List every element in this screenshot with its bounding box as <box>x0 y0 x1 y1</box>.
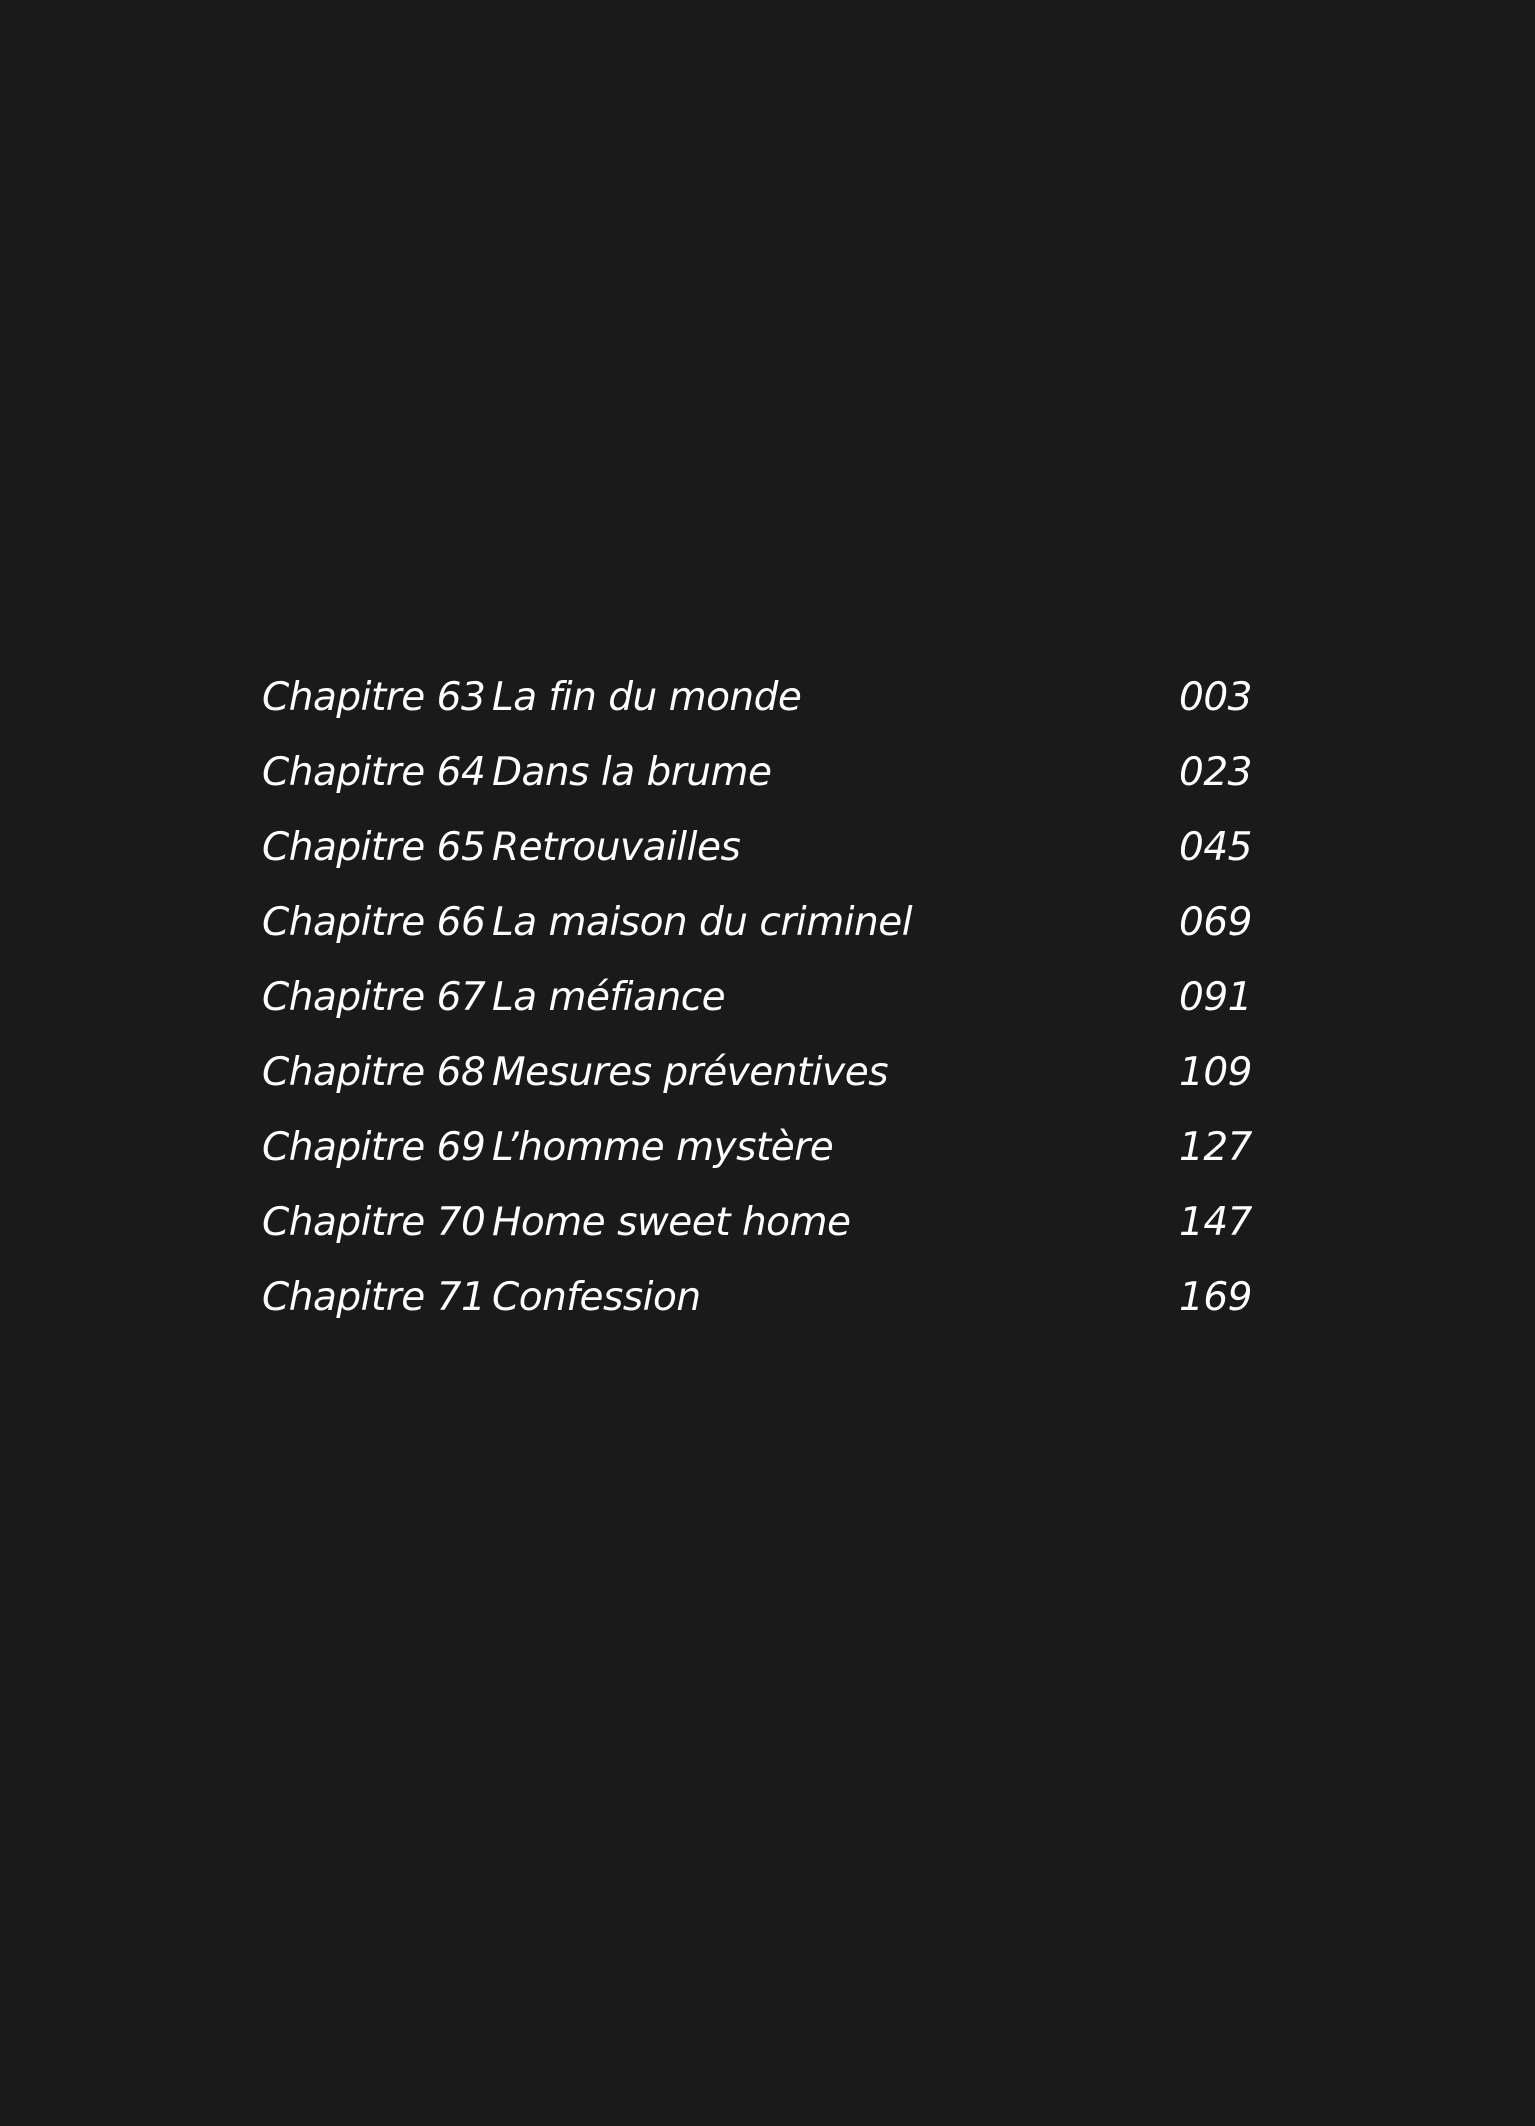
toc-entry <box>262 1260 1252 1335</box>
chapter-page-number: 109 <box>1179 1050 1252 1095</box>
chapter-page-number: 023 <box>1179 750 1252 795</box>
chapter-page-number: 147 <box>1179 1200 1252 1245</box>
table-of-contents <box>262 660 1252 1335</box>
chapter-page-number: 127 <box>1179 1125 1252 1170</box>
chapter-page-number: 003 <box>1179 675 1252 720</box>
chapter-number: Chapitre 66 <box>262 900 486 945</box>
chapter-page-number: 069 <box>1179 900 1252 945</box>
chapter-number: Chapitre 71 <box>262 1275 486 1320</box>
toc-entry <box>262 1035 1252 1110</box>
chapter-title: Mesures préventives <box>492 1050 889 1095</box>
chapter-title: La maison du criminel <box>492 900 913 945</box>
chapter-page-number: 045 <box>1179 825 1252 870</box>
chapter-title: L’homme mystère <box>492 1125 834 1170</box>
toc-entry <box>262 810 1252 885</box>
chapter-page-number: 091 <box>1179 975 1252 1020</box>
chapter-title: Retrouvailles <box>492 825 741 870</box>
chapter-title: Home sweet home <box>492 1200 851 1245</box>
toc-entry <box>262 960 1252 1035</box>
chapter-page-number: 169 <box>1179 1275 1252 1320</box>
chapter-title: Confession <box>492 1275 701 1320</box>
toc-entry <box>262 885 1252 960</box>
chapter-number: Chapitre 70 <box>262 1200 486 1245</box>
toc-entry <box>262 735 1252 810</box>
chapter-number: Chapitre 65 <box>262 825 486 870</box>
toc-entry <box>262 1185 1252 1260</box>
toc-entry <box>262 1110 1252 1185</box>
chapter-title: Dans la brume <box>492 750 772 795</box>
toc-entry <box>262 660 1252 735</box>
chapter-title: La méfiance <box>492 975 726 1020</box>
chapter-number: Chapitre 68 <box>262 1050 486 1095</box>
chapter-title: La fin du monde <box>492 675 802 720</box>
chapter-number: Chapitre 69 <box>262 1125 486 1170</box>
chapter-number: Chapitre 64 <box>262 750 486 795</box>
chapter-number: Chapitre 63 <box>262 675 486 720</box>
chapter-number: Chapitre 67 <box>262 975 486 1020</box>
